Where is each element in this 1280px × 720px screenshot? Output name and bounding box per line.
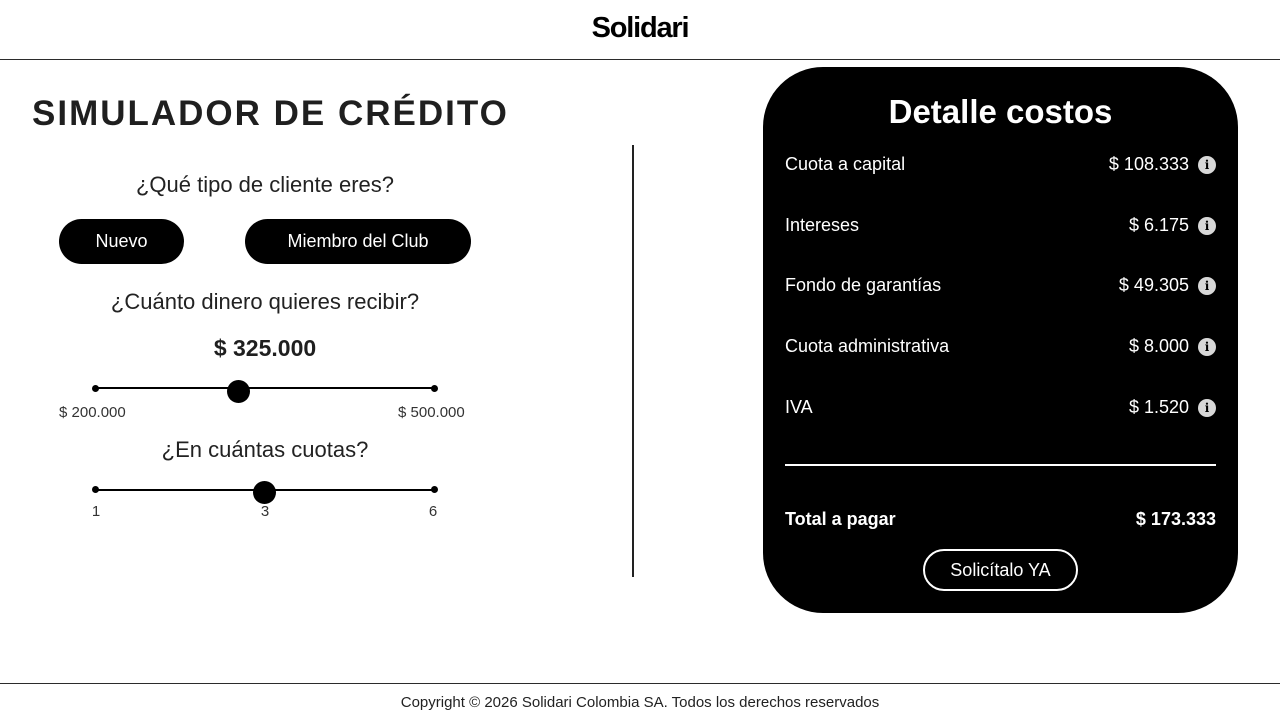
info-icon[interactable]: i: [1198, 338, 1216, 356]
cost-row-iva: [785, 394, 1216, 424]
vertical-divider: [632, 145, 634, 577]
amount-slider-min-dot: [92, 385, 99, 392]
info-icon[interactable]: i: [1198, 156, 1216, 174]
client-type-question: ¿Qué tipo de cliente eres?: [135, 172, 395, 197]
cost-row-label: Fondo de garantías: [785, 275, 942, 295]
total-label: Total a pagar: [785, 509, 896, 529]
info-icon[interactable]: i: [1198, 399, 1216, 417]
cost-row-interest: [785, 212, 1216, 242]
installments-slider-thumb[interactable]: [253, 481, 276, 504]
total-value: $ 173.333: [1135, 509, 1216, 529]
cost-row-guarantee-fund: [785, 272, 1216, 302]
info-icon[interactable]: i: [1198, 277, 1216, 295]
footer: [0, 683, 1280, 720]
copyright-text: Copyright © 2026 Solidari Colombia SA. Todos los derechos reservados: [400, 694, 880, 711]
cost-row-capital: [785, 151, 1216, 181]
amount-slider-track[interactable]: [95, 387, 435, 389]
cost-row-label: IVA: [785, 397, 813, 417]
apply-now-button[interactable]: Solicítalo YA: [923, 549, 1078, 591]
amount-slider-min-label: $ 200.000: [59, 404, 126, 421]
cost-row-label: Cuota a capital: [785, 154, 906, 174]
top-bar: [0, 0, 1280, 60]
amount-value: $ 325.000: [213, 335, 317, 361]
page-title: SIMULADOR DE CRÉDITO: [32, 94, 509, 133]
cost-row-value: $ 8.000: [1128, 336, 1189, 356]
cost-row-label: Cuota administrativa: [785, 336, 950, 356]
cost-row-label: Intereses: [785, 215, 860, 235]
installments-question: ¿En cuántas cuotas?: [161, 437, 369, 462]
installments-slider-min-dot: [92, 486, 99, 493]
client-nuevo-button[interactable]: Nuevo: [59, 219, 184, 264]
cost-row-value: $ 6.175: [1128, 215, 1189, 235]
cost-row-value: $ 49.305: [1118, 275, 1189, 295]
installments-slider-max-dot: [431, 486, 438, 493]
client-club-member-button[interactable]: Miembro del Club: [245, 219, 471, 264]
installments-tick-label: 6: [428, 503, 438, 520]
cost-row-admin-fee: [785, 333, 1216, 363]
info-icon[interactable]: i: [1198, 217, 1216, 235]
cost-row-value: $ 1.520: [1128, 397, 1189, 417]
cost-divider: [785, 464, 1216, 466]
amount-slider-max-label: $ 500.000: [398, 404, 465, 421]
cost-detail-card: [763, 67, 1238, 613]
amount-question: ¿Cuánto dinero quieres recibir?: [110, 289, 420, 314]
installments-tick-label: 1: [91, 503, 101, 520]
amount-slider-thumb[interactable]: [227, 380, 250, 403]
solidari-logo[interactable]: Solidari: [591, 12, 689, 44]
installments-tick-label: 3: [260, 503, 270, 520]
cost-row-value: $ 108.333: [1108, 154, 1189, 174]
amount-slider-max-dot: [431, 385, 438, 392]
cost-detail-title: Detalle costos: [888, 93, 1113, 130]
